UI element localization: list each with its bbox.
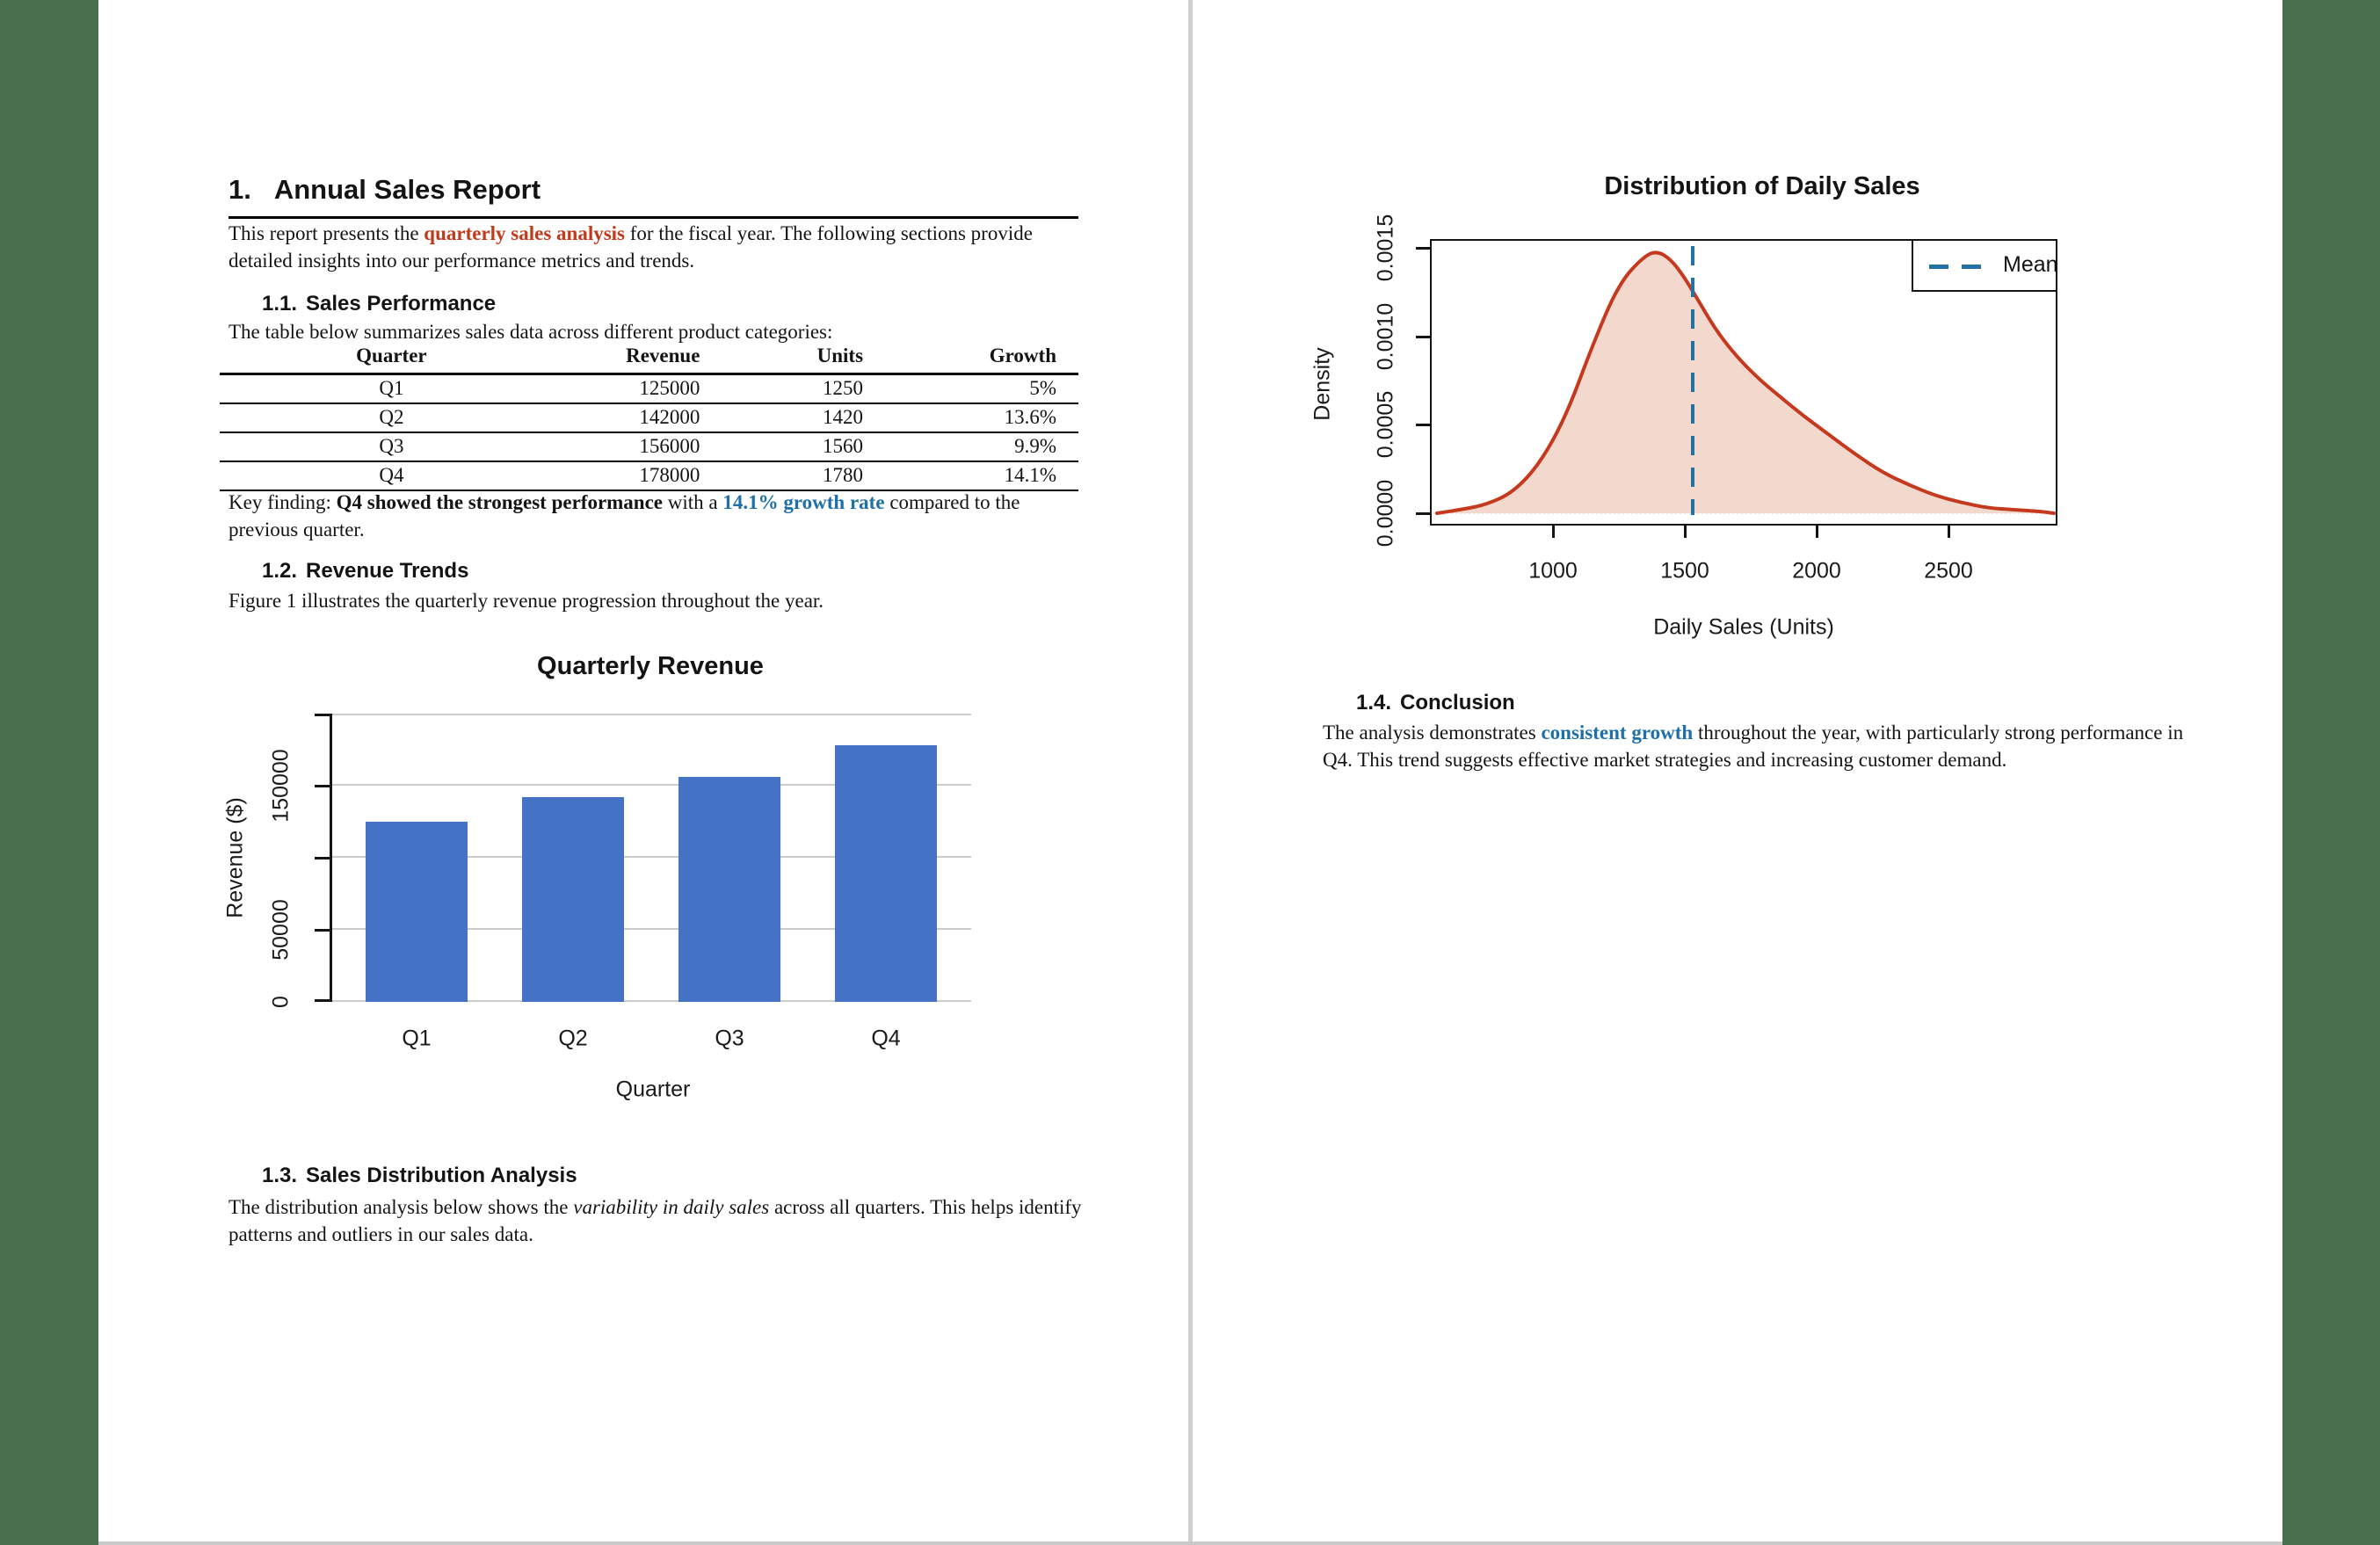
y-axis-tick	[1416, 512, 1430, 515]
key-finding-paragraph	[229, 489, 1072, 543]
table-row	[220, 403, 1078, 432]
subsection-heading-1-4	[1356, 691, 1515, 715]
y-axis-tick	[315, 857, 330, 860]
chart-legend	[1912, 239, 2057, 292]
y-axis-tick	[315, 714, 330, 716]
y-axis-tick	[315, 929, 330, 932]
table-cell: 1420	[726, 403, 889, 432]
bar-chart-title: Quarterly Revenue	[537, 652, 764, 680]
y-axis-tick	[1416, 336, 1430, 338]
y-tick-label: 0.0000	[1373, 479, 1398, 548]
sales-table	[220, 343, 1078, 491]
text-segment: consistent growth	[1541, 722, 1694, 743]
table-cell: 13.6%	[889, 403, 1078, 432]
y-axis-tick	[315, 785, 330, 787]
table-cell: 1250	[726, 374, 889, 404]
subsection-number: 1.2.	[262, 559, 298, 583]
table-cell: 1780	[726, 461, 889, 490]
subsection-title: Sales Performance	[306, 292, 497, 316]
y-tick-label: 0.0005	[1373, 391, 1398, 459]
table-cell: 125000	[563, 374, 727, 404]
gridline	[332, 714, 971, 715]
bar-q2	[522, 797, 624, 1002]
table-cell: Q3	[220, 432, 563, 461]
table-header-cell: Revenue	[563, 343, 727, 374]
x-axis-tick	[1948, 524, 1950, 538]
table-cell: 142000	[563, 403, 727, 432]
x-axis-tick	[1552, 524, 1555, 538]
x-tick-label: 1500	[1660, 558, 1709, 584]
bar-q3	[678, 777, 780, 1002]
y-tick-label: 50000	[268, 899, 294, 961]
report-page-1	[98, 0, 1188, 1541]
x-tick-label: 1000	[1528, 558, 1578, 584]
table-header-row	[220, 343, 1078, 374]
table-cell: 14.1%	[889, 461, 1078, 490]
distribution-intro-paragraph	[229, 1193, 1094, 1248]
text-segment: across all quarters. This helps identify patterns and outliers in our sales data.	[229, 1196, 1082, 1245]
y-tick-label: 0.0010	[1373, 302, 1398, 370]
section-heading-1	[229, 174, 1078, 219]
x-category-label: Q1	[402, 1026, 432, 1051]
table-cell: Q1	[220, 374, 563, 404]
y-tick-label: 0.0015	[1373, 214, 1398, 282]
quarterly-revenue-bar-chart	[222, 714, 971, 1102]
text-segment: compared to the previous quarter.	[229, 491, 1020, 540]
text-segment: variability in daily sales	[573, 1196, 770, 1218]
subsection-title: Conclusion	[1400, 691, 1515, 714]
subsection-number: 1.3.	[262, 1164, 298, 1187]
text-segment: with a	[663, 491, 723, 513]
section-number: 1.	[229, 174, 251, 205]
bar-q4	[835, 745, 937, 1002]
table-cell: 1560	[726, 432, 889, 461]
report-page-2	[1193, 0, 2282, 1541]
intro-paragraph	[229, 220, 1072, 274]
text-segment: for the fiscal year. The following sections provide detailed insights into our performance metrics and trends.	[229, 222, 1033, 272]
bar-chart-y-axis-label: Revenue ($)	[222, 797, 248, 918]
table-cell: Q2	[220, 403, 563, 432]
subsection-number: 1.4.	[1356, 691, 1392, 714]
table-cell: 5%	[889, 374, 1078, 404]
y-axis-tick	[315, 999, 330, 1002]
text-segment: The distribution analysis below shows the	[229, 1196, 574, 1218]
subsection-heading-1-2	[262, 559, 468, 584]
x-tick-label: 2500	[1924, 558, 1973, 584]
y-tick-label: 0	[268, 996, 294, 1008]
text-segment: quarterly sales analysis	[424, 222, 626, 244]
density-chart-title: Distribution of Daily Sales	[1604, 172, 1920, 200]
text-segment: throughout the year, with particularly strong performance in Q4. This trend suggests effective market strategies and increasing customer demand.	[1323, 722, 2184, 771]
subsection-heading-1-1	[262, 292, 496, 316]
text-segment: Q4 showed the strongest performance	[336, 491, 664, 513]
table-intro-paragraph: The table below summarizes sales data across different product categories:	[229, 321, 833, 343]
table-row	[220, 374, 1078, 404]
density-y-axis-label: Density	[1310, 347, 1335, 421]
text-segment: The analysis demonstrates	[1323, 722, 1542, 743]
bar-chart-x-axis-label: Quarter	[615, 1077, 691, 1102]
subsection-number: 1.1.	[262, 292, 298, 316]
table-cell: Q4	[220, 461, 563, 490]
text-segment: This report presents the	[229, 222, 424, 244]
y-axis-tick	[1416, 424, 1430, 426]
x-category-label: Q2	[558, 1026, 588, 1051]
table-cell: 156000	[563, 432, 727, 461]
x-axis-tick	[1684, 524, 1687, 538]
figure-intro-paragraph: Figure 1 illustrates the quarterly revenue progression throughout the year.	[229, 590, 824, 612]
mean-dashed-line	[1691, 246, 1694, 515]
subsection-heading-1-3	[262, 1164, 577, 1188]
bar-q1	[366, 822, 468, 1002]
x-tick-label: 2000	[1792, 558, 1841, 584]
x-category-label: Q4	[871, 1026, 901, 1051]
table-header-cell: Units	[726, 343, 889, 374]
table-cell: 178000	[563, 461, 727, 490]
subsection-title: Revenue Trends	[306, 559, 469, 583]
conclusion-paragraph	[1323, 719, 2188, 773]
table-cell: 9.9%	[889, 432, 1078, 461]
text-segment: 14.1% growth rate	[722, 491, 885, 513]
subsection-title: Sales Distribution Analysis	[306, 1164, 577, 1187]
x-category-label: Q3	[715, 1026, 744, 1051]
x-axis-tick	[1816, 524, 1818, 538]
y-tick-label: 150000	[268, 749, 294, 823]
density-x-axis-label: Daily Sales (Units)	[1653, 614, 1834, 640]
daily-sales-density-chart	[1310, 214, 2058, 640]
table-row	[220, 461, 1078, 490]
section-title: Annual Sales Report	[273, 174, 541, 205]
table-row	[220, 432, 1078, 461]
legend-dashed-line-sample	[1929, 265, 1987, 269]
text-segment: Key finding:	[229, 491, 337, 513]
table-header-cell: Quarter	[220, 343, 563, 374]
page-bottom-edge	[98, 1541, 2282, 1545]
table-header-cell: Growth	[889, 343, 1078, 374]
y-axis-tick	[1416, 247, 1430, 250]
legend-label: Mean	[2003, 252, 2058, 277]
